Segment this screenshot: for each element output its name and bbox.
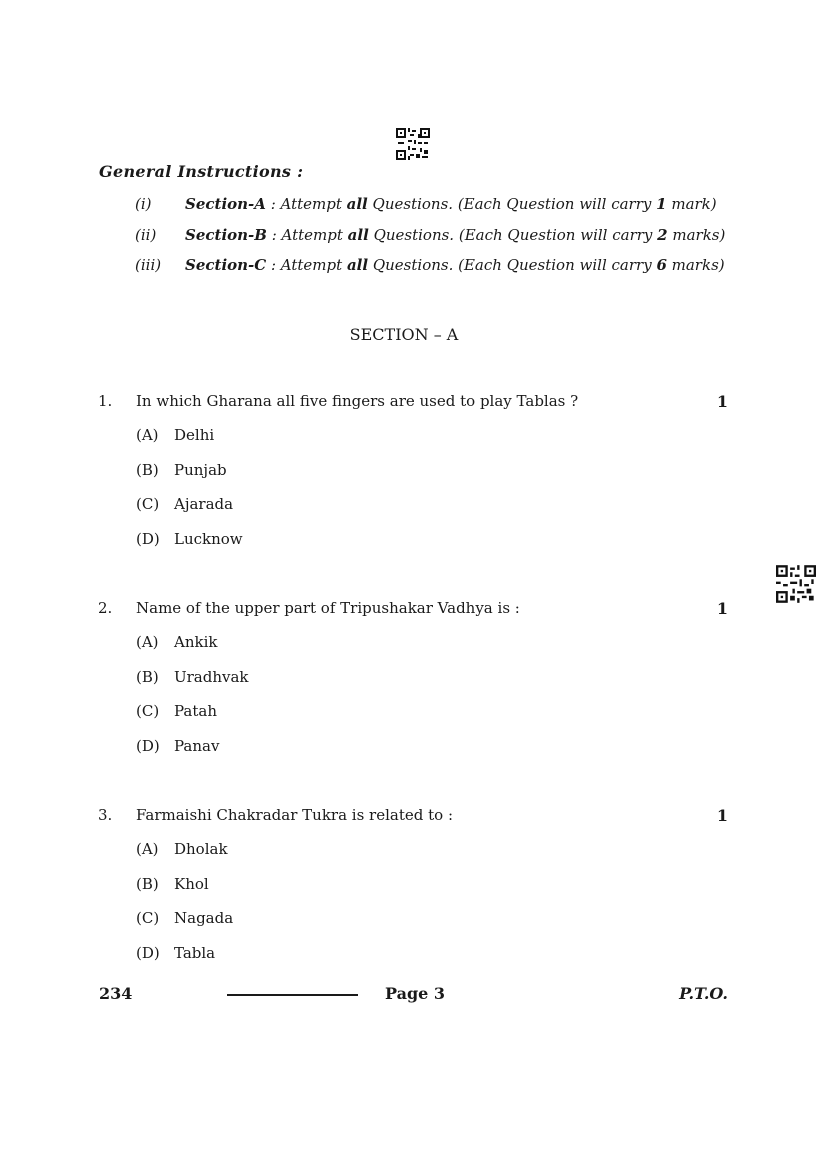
option-text: Panav [174,736,220,755]
question-number: 3. [98,806,113,824]
option-label: (D) [136,943,160,962]
option-label: (D) [136,736,160,755]
option-text: Dholak [174,840,228,858]
question-stem [98,392,730,416]
instruction-number: (i) [135,195,152,213]
answer-option [98,909,730,944]
instruction-text [185,226,725,244]
option-text: Ajarada [174,495,234,513]
answer-option [98,702,730,737]
option-text: Lucknow [174,529,243,548]
option-label: (B) [136,460,159,479]
instruction-mid: Questions. (Each Question will carry [368,226,658,244]
instruction-marks: 2 [657,226,668,244]
answer-option [98,944,730,979]
section-heading: SECTION – A [349,325,459,344]
question-marks: 1 [716,392,728,411]
question-text: Farmaishi Chakradar Tukra is related to : [136,806,453,824]
answer-option [98,426,730,461]
instruction-pre: : Attempt [266,256,347,274]
answer-option [98,495,730,530]
option-text: Nagada [174,909,234,927]
instruction-pre: : Attempt [265,195,347,213]
instruction-number: (ii) [135,226,157,244]
instruction-emphasis: all [346,256,369,274]
option-label: (C) [136,909,160,927]
instruction-mid: Questions. (Each Question will carry [368,256,657,274]
question-text: Name of the upper part of Tripushakar Vadhya is : [136,599,520,617]
instruction-section: Section-C [185,256,267,274]
question [98,392,730,564]
instruction-text [185,256,725,274]
instruction-number: (iii) [135,256,162,274]
instruction-section: Section-A [185,195,266,213]
instruction-mid: Questions. (Each Question will carry [367,195,657,213]
instruction-post: marks) [666,256,725,274]
option-label: (B) [136,874,159,893]
option-text: Patah [174,702,217,720]
paper-code: 234 [99,984,133,1003]
page-footer [99,984,730,1006]
answer-option [98,668,730,703]
option-text: Tabla [174,943,216,962]
answer-option [98,840,730,875]
general-instructions-title: General Instructions : [99,162,304,181]
qr-code-icon [396,128,430,160]
answer-option [98,875,730,910]
instruction-section: Section-B [185,226,267,244]
option-label: (C) [136,495,160,513]
pto-note: P.T.O. [679,984,728,1003]
option-text: Punjab [174,460,227,479]
option-label: (C) [136,702,160,720]
question [98,599,730,771]
option-label: (D) [136,529,160,548]
option-text: Khol [174,874,209,893]
question-stem [98,806,730,830]
qr-code-icon [776,565,816,603]
footer-divider [227,994,358,996]
page-number: Page 3 [385,984,446,1003]
question-marks: 1 [716,599,728,618]
question [98,806,730,978]
answer-option [98,530,730,565]
answer-option [98,737,730,772]
instruction-text [185,195,717,213]
question-text: In which Gharana all five fingers are used to play Tablas ? [136,392,579,410]
instruction-marks: 1 [656,195,667,213]
option-text: Delhi [174,426,215,444]
question-number: 1. [98,392,113,410]
option-text: Uradhvak [174,667,249,686]
answer-option [98,461,730,496]
option-label: (A) [136,840,159,858]
instruction-post: mark) [666,195,717,213]
instruction-emphasis: all [347,226,369,244]
option-label: (A) [136,633,159,651]
answer-option [98,633,730,668]
option-text: Ankik [174,633,218,651]
option-label: (A) [136,426,159,444]
question-marks: 1 [716,806,728,825]
instruction-emphasis: all [346,195,368,213]
instruction-post: marks) [667,226,726,244]
question-stem [98,599,730,623]
question-number: 2. [98,599,113,617]
option-label: (B) [136,667,159,686]
instruction-marks: 6 [656,256,667,274]
instruction-pre: : Attempt [266,226,348,244]
